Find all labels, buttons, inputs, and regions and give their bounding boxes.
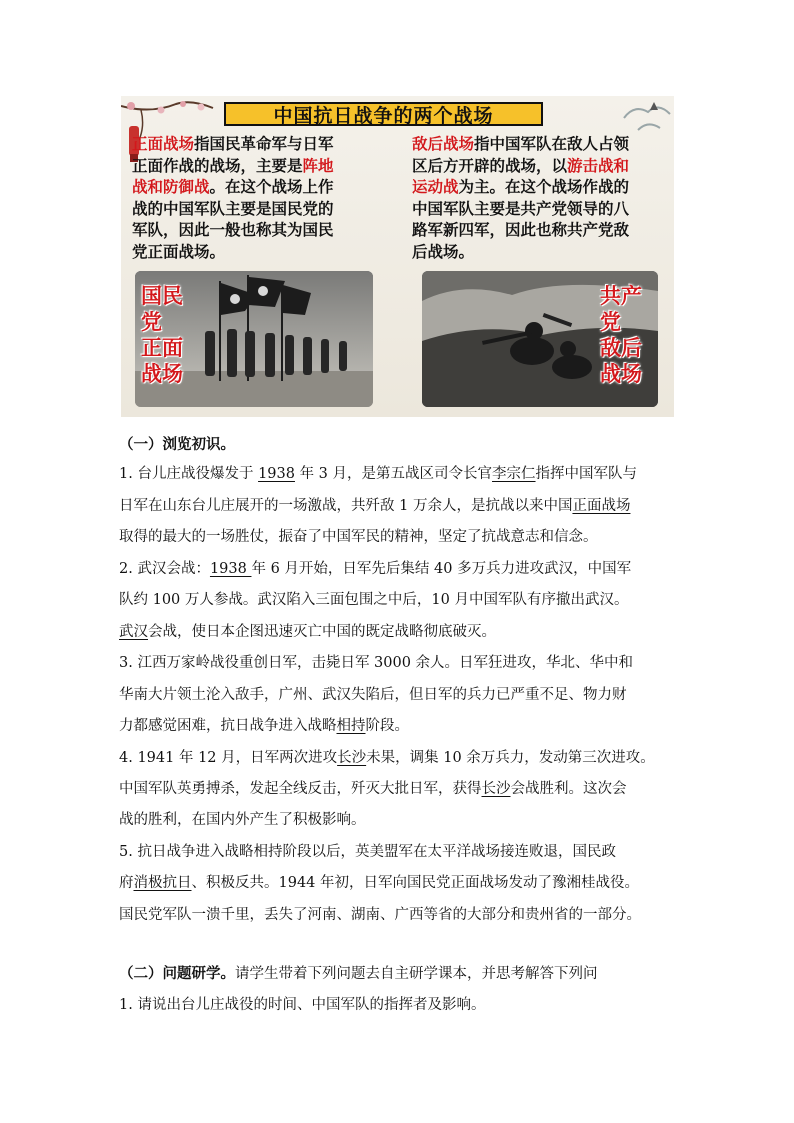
banner-text-run: 战和防御战: [132, 178, 210, 196]
banner-text-run: 军队，因此一般也称其为国民: [132, 221, 334, 239]
enemy-rear-battlefield-text: [412, 134, 670, 263]
paragraph-run: 武汉: [119, 624, 148, 640]
banner-text-line: [132, 134, 386, 156]
paragraph-run: 正面战场: [572, 498, 631, 514]
banner-text-run: 党正面战场。: [132, 242, 226, 261]
kmt-frontal-stamp: [141, 283, 193, 387]
paragraph-run: 日军在山东台儿庄展开的一场激战，共歼敌 1 万余人，是抗战以来中国: [119, 498, 573, 514]
frontal-battlefield-text: [132, 134, 386, 263]
banner-text-run: 指中国军队在敌人占领: [474, 135, 630, 153]
section2-line: [119, 993, 485, 1014]
section2-run: （二）问题研学。: [119, 965, 235, 982]
paragraph-run: 4. 1941 年 12 月，日军两次进攻: [119, 750, 338, 766]
banner-text-run: 中国军队主要是共产党领导的八: [412, 199, 630, 218]
paragraph-line: [119, 494, 630, 515]
banner-text-line: [132, 177, 386, 199]
paragraph-line: [119, 588, 628, 609]
paragraph-run: 未果，调集 10 余万兵力，发动第三次进攻。: [366, 750, 655, 766]
banner-text-line: [132, 242, 386, 264]
stamp-line: 正面: [141, 336, 183, 360]
banner-text-line: [412, 199, 670, 221]
paragraph-run: 取得的最大的一场胜仗，振奋了中国军民的精神，坚定了抗战意志和信念。: [119, 529, 598, 545]
paragraph-run: 阶段。: [365, 718, 409, 734]
banner-text-run: 为主。在这个战场作战的: [458, 178, 630, 196]
banner-text-run: 正面作战的战场，主要是: [132, 156, 303, 175]
paragraph-run: 华南大片领土沦入敌手，广州、武汉失陷后，但日军的兵力已严重不足、物力财: [119, 687, 627, 703]
paragraph-run: 1938: [209, 561, 252, 577]
section2-run: 请学生带着下列问题去自主研学课本，并思考解答下列问: [235, 966, 598, 982]
banner-text-line: [132, 199, 386, 221]
paragraph-run: 1938: [258, 466, 295, 482]
paragraph-run: 3. 江西万家岭战役重创日军，击毙日军 3000 余人。日军狂进攻，华北、华中和: [119, 655, 634, 671]
banner-text-run: 路军新四军，因此也称共产党敌: [412, 221, 630, 239]
banner-text-run: 正面战场: [132, 135, 195, 153]
paragraph-line: [119, 525, 598, 546]
section1-heading: （一）浏览初识。: [119, 436, 235, 453]
banner-text-line: [412, 220, 670, 242]
paragraph-line: [119, 746, 655, 767]
paragraph-line: [119, 871, 639, 892]
stamp-line: 党: [600, 310, 621, 334]
paragraph-run: 消极抗日: [133, 875, 192, 891]
paragraph-run: 年 3 月，是第五战区司令长官: [294, 466, 493, 482]
banner-text-line: [132, 156, 386, 178]
paragraph-line: [119, 651, 633, 672]
paragraph-run: 府: [119, 875, 134, 891]
banner-text-run: 游击战和: [567, 156, 630, 175]
banner-text-line: [412, 156, 670, 178]
infographic-banner: [121, 96, 674, 417]
paragraph-run: 力都感觉困难，抗日战争进入战略: [119, 718, 337, 734]
paragraph-run: 2. 武汉会战：: [119, 561, 210, 577]
banner-text-line: [412, 177, 670, 199]
paragraph-run: 战的胜利，在国内外产生了积极影响。: [119, 812, 366, 828]
section2-line: [119, 962, 598, 983]
paragraph-run: 、积极反共。1944 年初，日军向国民党正面战场发动了豫湘桂战役。: [191, 875, 640, 891]
paragraph-line: [119, 557, 631, 578]
stamp-line: 战场: [600, 362, 642, 386]
paragraph-run: 5. 抗日战争进入战略相持阶段以后，英美盟军在太平洋战场接连败退，国民政: [119, 844, 616, 860]
paragraph-run: 1. 台儿庄战役爆发于: [119, 466, 259, 482]
banner-text-run: 敌后战场: [412, 135, 475, 153]
stamp-line: 国民: [141, 284, 183, 308]
paragraph-line: [119, 808, 366, 829]
paragraph-run: 年 6 月开始，日军先后集结 40 多万兵力进攻武汉，中国军: [251, 561, 632, 577]
banner-text-run: 运动战: [412, 178, 459, 196]
kmt-troops-photo: [135, 271, 373, 407]
banner-text-run: 阵地: [302, 156, 334, 175]
paragraph-run: 国民党军队一溃千里，丢失了河南、湖南、广西等省的大部分和贵州省的一部分。: [119, 907, 641, 923]
banner-text-run: 。在这个战场上作: [209, 178, 334, 196]
paragraph-run: 相持: [336, 718, 366, 734]
banner-text-line: [412, 242, 670, 264]
paragraph-run: 会战，使日本企图迅速灭亡中国的既定战略彻底破灭。: [148, 624, 496, 640]
banner-text-run: 区后方开辟的战场，以: [412, 156, 568, 175]
stamp-line: 战场: [141, 362, 183, 386]
banner-text-line: [412, 134, 670, 156]
paragraph-run: 中国军队英勇搏杀，发起全线反击，歼灭大批日军，获得: [119, 781, 482, 797]
paragraph-line: [119, 683, 627, 704]
banner-text-line: [132, 220, 386, 242]
paragraph-run: 长沙: [481, 781, 511, 797]
paragraph-run: 指挥中国军队与: [535, 466, 638, 482]
paragraph-line: [119, 840, 616, 861]
paragraph-line: [119, 777, 627, 798]
banner-text-run: 战的中国军队主要是国民党的: [132, 199, 334, 218]
stamp-line: 共产: [600, 284, 642, 308]
banner-text-run: 后战场。: [412, 242, 475, 261]
communist-troops-photo: [422, 271, 658, 407]
paragraph-run: 长沙: [337, 750, 367, 766]
banner-text-run: 指国民革命军与日军: [194, 135, 334, 153]
paragraph-line: [119, 620, 496, 641]
stamp-line: 党: [141, 310, 162, 334]
stamp-line: 敌后: [600, 336, 642, 360]
paragraph-line: [119, 714, 409, 735]
section2-run: 1. 请说出台儿庄战役的时间、中国军队的指挥者及影响。: [119, 997, 486, 1013]
paragraph-run: 队约 100 万人参战。武汉陷入三面包围之中后，10 月中国军队有序撤出武汉。: [119, 592, 629, 608]
paragraph-run: 李宗仁: [492, 466, 536, 482]
paragraph-line: [119, 903, 641, 924]
banner-title: 中国抗日战争的两个战场: [224, 102, 543, 126]
paragraph-run: 会战胜利。这次会: [510, 781, 627, 797]
paragraph-line: [119, 462, 637, 483]
ccp-rear-stamp: [600, 283, 650, 387]
